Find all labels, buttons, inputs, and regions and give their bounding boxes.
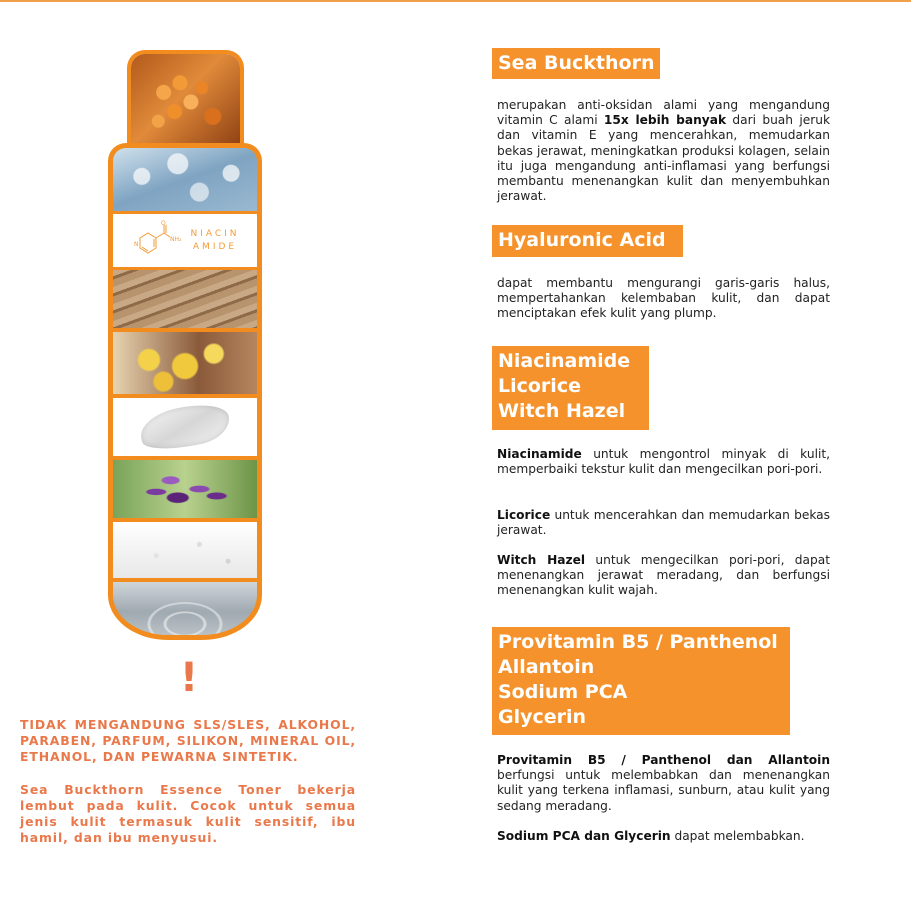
heading-line: Allantoin [498, 656, 595, 678]
bottle-segment-hyaluronic [113, 148, 257, 211]
water-image [113, 582, 257, 640]
bold-text: Witch Hazel [497, 553, 586, 567]
gel-image [113, 398, 257, 456]
exclamation-icon: ! [179, 655, 199, 701]
salt-image [113, 522, 257, 578]
niacinamide-description [497, 447, 830, 477]
heading-text: Hyaluronic Acid [498, 229, 666, 251]
witch-hazel-description [497, 553, 830, 599]
bottle-segment-water [113, 582, 257, 640]
heading-text: Sea Buckthorn [498, 52, 655, 74]
heading-hyaluronic-acid [492, 225, 683, 257]
bold-text: 15x lebih banyak [603, 113, 727, 128]
heading-line: Glycerin [498, 706, 587, 728]
niacinamide-molecule-icon [130, 220, 182, 262]
hyaluronic-acid-image [113, 148, 257, 211]
provitamin-allantoin-description [497, 753, 830, 814]
heading-niacinamide-licorice-witch-hazel [492, 346, 649, 430]
svg-text:NH₂: NH₂ [170, 235, 182, 243]
bottle-segment-comfrey [113, 460, 257, 518]
svg-text:N: N [134, 240, 139, 248]
bold-text: Sodium PCA dan Glycerin [497, 829, 671, 843]
bottle-segment-niacinamide [113, 214, 257, 267]
heading-provitamin-allantoin-sodium-glycerin [492, 627, 790, 735]
sodium-pca-glycerin-description [497, 829, 830, 844]
text: dari buah jeruk dan vitamin E yang mencerahkan, memudarkan bekas jerawat, meningkatkan produksi kolagen, selain itu juga mengandung anti-inflamasi yang berfungsi membantu menenangkan kulit dan menyembuhkan jerawat. [497, 113, 831, 204]
text: merupakan anti-oksidan alami yang mengandung vitamin C alami [497, 98, 830, 128]
text: untuk mengontrol minyak di kulit, memperbaiki tekstur kulit dan mengecilkan pori-pori. [497, 447, 830, 477]
bottle-segment-licorice [113, 270, 257, 328]
sea-buckthorn-image [131, 54, 240, 150]
heading-line: Sodium PCA [498, 681, 628, 703]
amide-text: AMIDE [192, 241, 238, 252]
bold-text: Provitamin B5 / Panthenol dan Allantoin [497, 753, 830, 767]
sea-buckthorn-description [497, 98, 830, 204]
comfrey-image [113, 460, 257, 518]
text: berfungsi untuk melembabkan dan menenangkan kulit yang terkena inflamasi, sunburn, atau kulit yang sedang meradang. [497, 768, 830, 813]
text: untuk mengecilkan pori-pori, dapat menenangkan jerawat meradang, dan berfungsi menenangkan kulit wajah. [497, 553, 830, 598]
bottle-segment-gel [113, 398, 257, 456]
text: untuk mencerahkan dan memudarkan bekas jerawat. [497, 508, 830, 538]
heading-line: Licorice [498, 375, 581, 397]
bottle-segment-salt [113, 522, 257, 578]
heading-line: Provitamin B5 / Panthenol [498, 631, 778, 653]
free-from-notice: TIDAK MENGANDUNG SLS/SLES, ALKOHOL, PARABEN, PARFUM, SILIKON, MINERAL OIL, ETHANOL, DAN PEWARNA SINTETIK. [20, 717, 356, 764]
gentle-notice: Sea Buckthorn Essence Toner bekerja lembut pada kulit. Cocok untuk semua jenis kulit termasuk kulit sensitif, ibu hamil, dan ibu menyusui. [20, 782, 356, 845]
heading-sea-buckthorn [492, 48, 660, 79]
bold-text: Licorice [497, 508, 551, 522]
bottle-neck [127, 50, 244, 150]
bottle-segment-witch-hazel [113, 332, 257, 394]
niacin-text: NIACIN [190, 228, 240, 239]
licorice-description [497, 508, 830, 538]
gel-swatch-shape [137, 398, 233, 456]
witch-hazel-image [113, 332, 257, 394]
bottle-body [108, 143, 262, 640]
licorice-image [113, 270, 257, 328]
heading-line: Niacinamide [498, 350, 631, 372]
top-divider [0, 0, 911, 2]
svg-text:O: O [161, 219, 167, 227]
text: dapat melembabkan. [670, 829, 805, 843]
heading-line: Witch Hazel [498, 400, 626, 422]
niacinamide-image [113, 214, 257, 267]
hyaluronic-acid-description: dapat membantu mengurangi garis-garis halus, mempertahankan kelembaban kulit, dan dapat menciptakan efek kulit yang plump. [497, 276, 830, 321]
bold-text: Niacinamide [497, 447, 582, 461]
niacinamide-label [190, 228, 239, 254]
